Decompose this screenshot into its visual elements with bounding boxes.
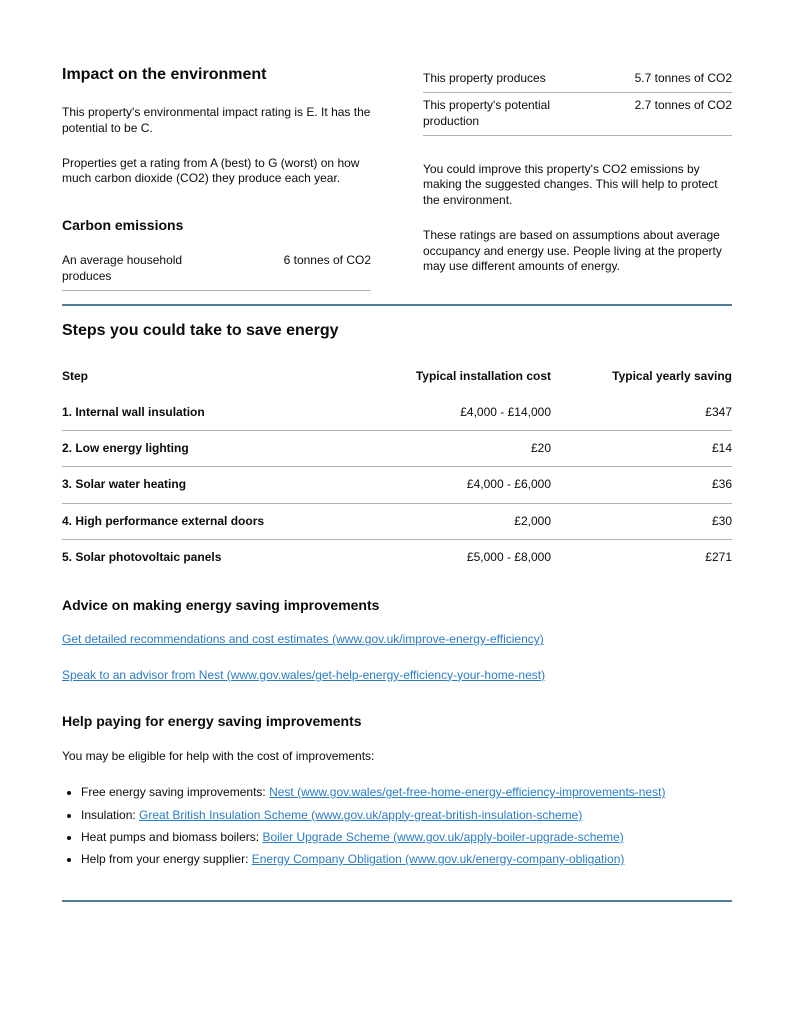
table-row — [62, 431, 732, 467]
environment-improve-paragraph: You could improve this property's CO2 emissions by making the suggested changes. This will help to protect the environment. — [423, 162, 718, 207]
step-saving: £271 — [705, 550, 732, 565]
environment-section — [62, 65, 732, 291]
link-great-british-insulation-scheme[interactable]: Great British Insulation Scheme (www.gov.uk/apply-great-british-insulation-scheme) — [139, 807, 583, 822]
environment-title: Impact on the environment — [62, 66, 267, 83]
property-co2-table — [423, 66, 732, 136]
help-item-prefix: Insulation: — [81, 807, 140, 822]
table-row — [62, 503, 732, 539]
help-intro: You may be eligible for help with the cost of improvements: — [62, 748, 375, 763]
carbon-row-label: An average household produces — [62, 252, 217, 290]
help-item-prefix: Heat pumps and biomass boilers: — [81, 829, 263, 844]
co2-row-label: This property produces — [423, 66, 578, 93]
table-row — [423, 93, 732, 136]
help-title: Help paying for energy saving improvements — [62, 713, 362, 729]
column-header-step: Step — [62, 369, 89, 384]
carbon-emissions-title: Carbon emissions — [62, 216, 184, 233]
list-item — [81, 808, 732, 823]
table-row — [62, 395, 732, 431]
steps-table-header-row — [62, 369, 732, 394]
table-row — [423, 66, 732, 93]
step-cost: £5,000 - £8,000 — [466, 550, 551, 565]
steps-title: Steps you could take to save energy — [62, 322, 339, 340]
column-header-cost: Typical installation cost — [415, 369, 551, 384]
step-name: 4. High performance external doors — [62, 513, 265, 528]
bottom-divider — [62, 900, 732, 902]
link-energy-company-obligation[interactable]: Energy Company Obligation (www.gov.uk/energy-company-obligation) — [251, 852, 625, 867]
list-item — [81, 830, 732, 845]
carbon-emissions-table — [62, 252, 371, 291]
environment-rating-paragraph: This property's environmental impact rating is E. It has the potential to be C. — [62, 105, 371, 135]
steps-section — [62, 321, 732, 901]
carbon-row-value: 6 tonnes of CO2 — [217, 252, 372, 290]
step-saving: £36 — [711, 477, 732, 492]
help-item-prefix: Free energy saving improvements: — [81, 785, 270, 800]
table-row — [62, 467, 732, 503]
step-cost: £20 — [530, 441, 551, 456]
step-name: 1. Internal wall insulation — [62, 404, 205, 419]
step-cost: £4,000 - £14,000 — [460, 404, 551, 419]
step-name: 3. Solar water heating — [62, 477, 187, 492]
co2-row-value: 2.7 tonnes of CO2 — [578, 93, 733, 136]
step-cost: £4,000 - £6,000 — [466, 477, 551, 492]
step-saving: £347 — [705, 404, 732, 419]
link-boiler-upgrade-scheme[interactable]: Boiler Upgrade Scheme (www.gov.uk/apply-boiler-upgrade-scheme) — [262, 829, 624, 844]
help-item-prefix: Help from your energy supplier: — [81, 852, 252, 867]
link-improve-energy-efficiency[interactable]: Get detailed recommendations and cost estimates (www.gov.uk/improve-energy-efficiency) — [62, 632, 544, 647]
environment-right-column — [423, 65, 732, 291]
co2-row-label: This property's potential production — [423, 93, 578, 136]
section-divider — [62, 304, 732, 306]
environment-left-column — [62, 65, 371, 291]
table-row — [62, 540, 732, 576]
link-nest-free-improvements[interactable]: Nest (www.gov.wales/get-free-home-energy-efficiency-improvements-nest) — [269, 785, 666, 800]
step-saving: £30 — [711, 513, 732, 528]
environment-scale-paragraph: Properties get a rating from A (best) to G (worst) on how much carbon dioxide (CO2) they produce each year. — [62, 155, 360, 186]
list-item — [81, 785, 732, 800]
environment-assumptions-paragraph: These ratings are based on assumptions about average occupancy and energy use. People living at the property may use different amounts of energy. — [423, 228, 722, 273]
co2-row-value: 5.7 tonnes of CO2 — [578, 66, 733, 93]
advice-title: Advice on making energy saving improvements — [62, 597, 380, 614]
step-saving: £14 — [711, 441, 732, 456]
column-header-saving: Typical yearly saving — [612, 369, 732, 384]
steps-table — [62, 369, 732, 575]
help-list — [62, 785, 732, 867]
list-item — [81, 852, 732, 867]
link-nest-advisor[interactable]: Speak to an advisor from Nest (www.gov.wales/get-help-energy-efficiency-your-home-nest) — [62, 667, 546, 682]
step-name: 5. Solar photovoltaic panels — [62, 550, 222, 565]
step-name: 2. Low energy lighting — [62, 441, 189, 456]
table-row — [62, 252, 371, 290]
step-cost: £2,000 — [514, 513, 551, 528]
